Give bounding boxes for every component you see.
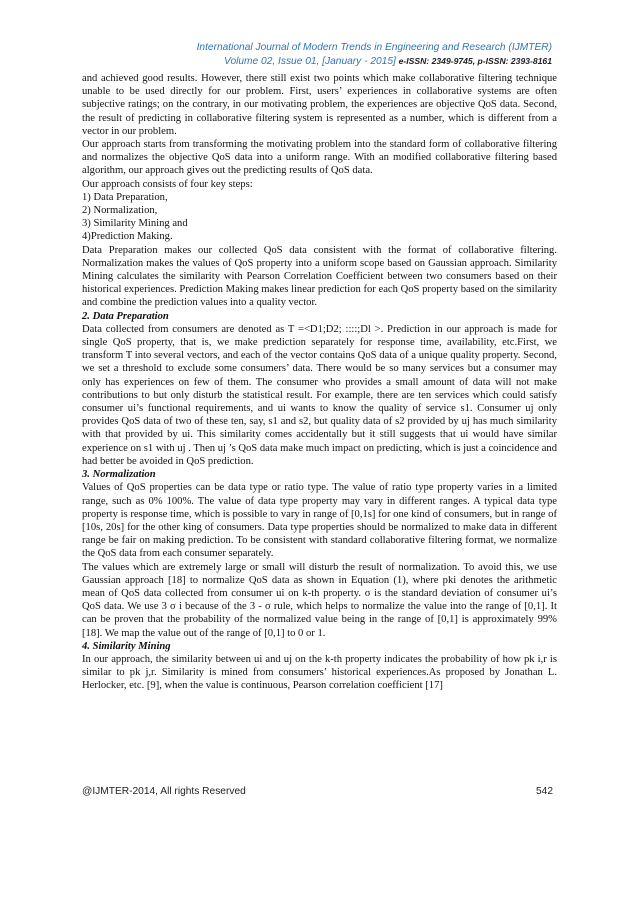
section-heading: 2. Data Preparation [82, 310, 169, 322]
journal-title: International Journal of Modern Trends in Engineering and Research (IJMTER) [196, 42, 552, 53]
paragraph: Our approach consists of four key steps: [82, 178, 253, 190]
list-item: 3) Similarity Mining and [82, 218, 188, 230]
journal-issn: e-ISSN: 2349-9745, p-ISSN: 2393-8161 [398, 56, 552, 66]
list-item: 2) Normalization, [82, 205, 158, 217]
copyright: @IJMTER-2014, All rights Reserved [82, 786, 246, 797]
section-heading: 4. Similarity Mining [82, 640, 171, 652]
list-item: 1) Data Preparation, [82, 191, 168, 203]
paragraph: and achieved good results. However, there still exist two points which make collaborative filtering technique unable to be used directly for our problem. First, users’ experiences in collaborative systems are often subjective ratings; on the contrary, in our motivating problem, the experiences are objective QoS data. Second, the result of predicting in collaborative filtering system is represented as a number, which is different from a vector in our problem. [82, 73, 557, 137]
paragraph: Data collected from consumers are denoted as T =<D1;D2; ::::;Dl >. Prediction in our approach is made for single QoS property, that is, we make prediction separately for response time, availability, etc.First, we transform T into several vectors, and each of the vector contains QoS data of a unique quality property. Second, we set a threshold to exclude some consumers’ data. There would be so many services but a consumer may only has experiences on few of them. The consumer who provides a small amount of data will not make contributions to but only disturb the statistical result. For example, there are ten services which could satisfy consumer ui’s functional requirements, and ui wants to know the quality of service s1. Consumer uj only provides QoS data of two of these ten, say, s1 and s2, but quality data of s2 provided by uj has much similarity with that provided by ui. This similarity comes accidentally but it still suggests that ui would have similar experience on s1 with uj . Then uj ’s QoS data make much impact on predicting, which is just a coincidence and had better be avoided in QoS prediction. [82, 323, 557, 467]
paragraph: Our approach starts from transforming the motivating problem into the standard form of collaborative filtering and normalizes the objective QoS data into a uniform range. With an modified collaborative filtering based algorithm, our approach gives out the predicting results of QoS data. [82, 139, 557, 177]
paragraph: The values which are extremely large or small will disturb the result of normalization. To avoid this, we use Gaussian approach [18] to normalize QoS data as shown in Equation (1), where pki denotes the arithmetic mean of QoS data collected from consumer ui on k-th property. σ is the standard deviation of consumer ui’s QoS data. We use 3 σ i because of the 3 - σ rule, which helps to normalize the value into the range of [0,1]. It can be proven that the probability of the normalized value being in the range of [0,1] is approximately 99% [18]. We map the value out of the range of [0,1] to 0 or 1. [82, 561, 557, 639]
section-heading: 3. Normalization [82, 469, 156, 481]
article-body [82, 72, 557, 693]
list-item: 4)Prediction Making. [82, 231, 173, 243]
paragraph: In our approach, the similarity between ui and uj on the k-th property indicates the probability of how pk i,r is similar to pk j,r. Similarity is mined from consumers’ historical experiences.As proposed by Jonathan L. Herlocker, etc. [9], when the value is continuous, Pearson correlation coefficient [17] [82, 653, 557, 692]
journal-volume: Volume 02, Issue 01, [January - 2015] [224, 56, 396, 67]
paragraph: Data Preparation makes our collected QoS data consistent with the format of collaborative filtering. Normalization makes the values of QoS property into a uniform scope based on Gaussian approach. Similarity Mining calculates the similarity with Pearson Correlation Coefficient between two consumers based on their historical experiences. Prediction Making makes linear prediction for each QoS property based on the similarity and combine the prediction values into a quality vector. [82, 244, 557, 309]
page-number: 542 [536, 786, 553, 797]
page-footer [82, 786, 557, 797]
paragraph: Values of QoS properties can be data type or ratio type. The value of ratio type property varies in a limited range, such as 0% 100%. The value of data type property may vary in different ranges. A typical data type property is response time, which is possible to vary in range of [0,1s] for one kind of consumers, but in range of [10s, 20s] for the other king of consumers. Data type properties should be normalized to make data in different range be fair on making prediction. To be consistent with standard collaborative filtering format, we normalize the QoS data from each consumer separately. [82, 482, 557, 560]
journal-volume-line [224, 54, 552, 69]
